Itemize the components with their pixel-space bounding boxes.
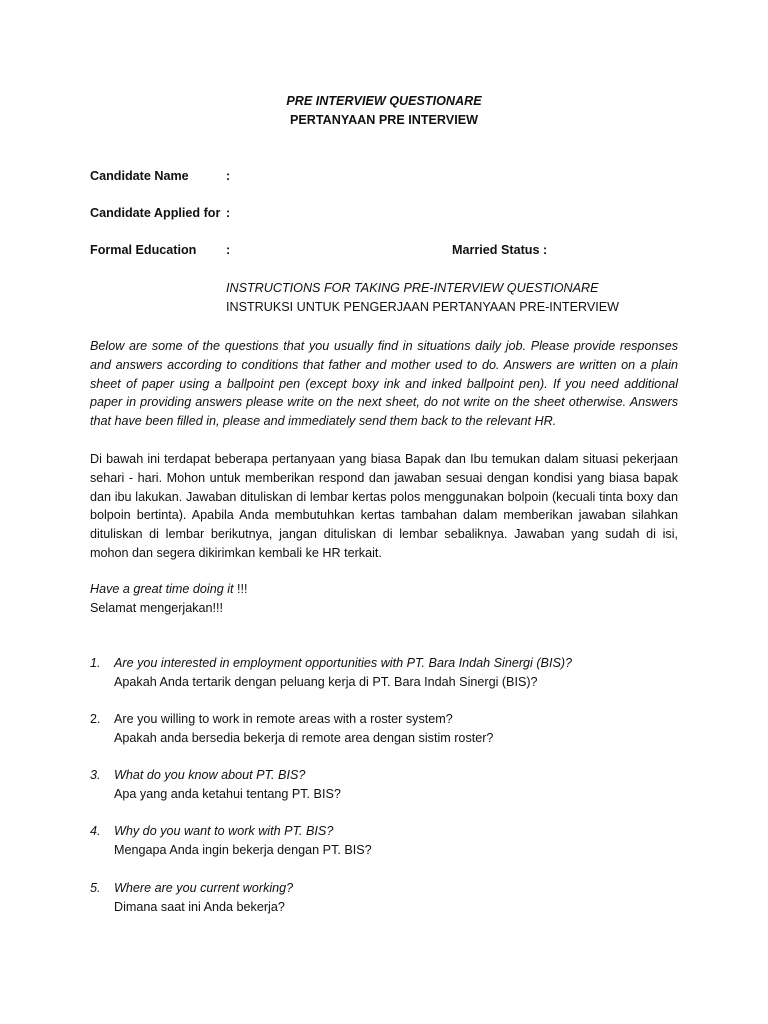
question-4-english: Why do you want to work with PT. BIS? [114, 824, 334, 838]
question-3-indonesian: Apa yang anda ketahui tentang PT. BIS? [114, 787, 341, 801]
instructions-paragraph-indonesian: Di bawah ini terdapat beberapa pertanyaan yang biasa Bapak dan Ibu temukan dalam situasi pekerjaan sehari - hari. Mohon untuk memberikan respond dan jawaban sesuai dengan kondisi yang biasa bapak dan ibu lakukan. Jawaban dituliskan di lembar kertas polos menggunakan bolpoin (kecuali tinta boxy dan bolpoin bertinta). Apabila Anda membutuhkan kertas tambahan dalam memberikan jawaban silahkan dituliskan di lembar berikutnya, jangan dituliskan di lembar sebaliknya. Jawaban yang sudah di isi, mohon dan segera dikirimkan kembali ke HR terkait. [90, 452, 678, 560]
candidate-applied-label: Candidate Applied for [90, 206, 221, 220]
closing-english [90, 582, 248, 596]
title-indonesian: PERTANYAAN PRE INTERVIEW [289, 113, 478, 127]
candidate-name-colon: : [226, 169, 231, 183]
question-2-number: 2. [90, 712, 101, 726]
formal-education-colon: : [226, 243, 231, 257]
question-4-number: 4. [90, 824, 101, 838]
question-1-english: Are you interested in employment opportunities with PT. Bara Indah Sinergi (BIS)? [114, 656, 573, 670]
question-3-english: What do you know about PT. BIS? [114, 768, 306, 782]
candidate-applied-colon: : [226, 206, 231, 220]
instructions-heading-english: INSTRUCTIONS FOR TAKING PRE-INTERVIEW QUESTIONARE [226, 281, 599, 295]
closing-indonesian: Selamat mengerjakan!!! [90, 601, 224, 615]
question-1-indonesian: Apakah Anda tertarik dengan peluang kerja di PT. Bara Indah Sinergi (BIS)? [114, 675, 538, 689]
title-english: PRE INTERVIEW QUESTIONARE [286, 94, 482, 108]
question-1-number: 1. [90, 656, 101, 670]
question-5-number: 5. [90, 881, 101, 895]
married-status-label: Married Status : [452, 243, 548, 257]
candidate-name-label: Candidate Name [90, 169, 189, 183]
question-2-english: Are you willing to work in remote areas with a roster system? [114, 712, 453, 726]
question-4-indonesian: Mengapa Anda ingin bekerja dengan PT. BIS? [114, 843, 372, 857]
question-5-english: Where are you current working? [114, 881, 294, 895]
question-3-number: 3. [90, 768, 101, 782]
formal-education-label: Formal Education [90, 243, 197, 257]
instructions-heading-indonesian: INSTRUKSI UNTUK PENGERJAAN PERTANYAAN PRE-INTERVIEW [226, 300, 620, 314]
instructions-paragraph-english: Below are some of the questions that you usually find in situations daily job. Please provide responses and answers according to conditions that father and mother used to do. Answers are written on a plain sheet of paper using a ballpoint pen (except boxy ink and inked ballpoint pen). If you need additional paper in providing answers please write on the next sheet, do not write on the sheet otherwise. Answers that have been filled in, please and immediately send them back to the relevant HR. [90, 339, 678, 429]
closing-english-suffix: !!! [233, 582, 248, 596]
question-2-indonesian: Apakah anda bersedia bekerja di remote area dengan sistim roster? [114, 731, 494, 745]
question-5-indonesian: Dimana saat ini Anda bekerja? [114, 900, 285, 914]
closing-english-text: Have a great time doing it [90, 582, 234, 596]
